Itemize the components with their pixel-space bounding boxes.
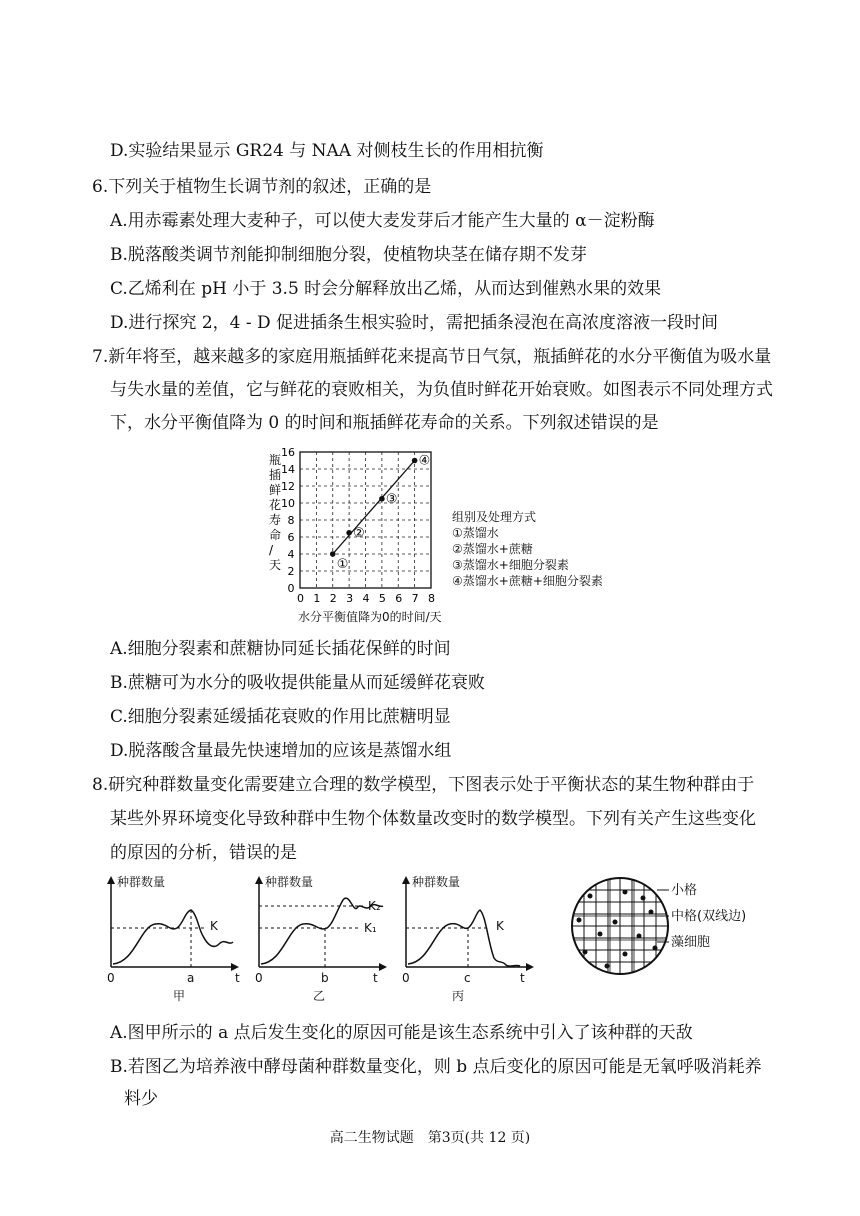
q7-xtick: 3: [346, 592, 354, 605]
q7-ytick: 16: [281, 446, 295, 459]
q7-data-point: [330, 551, 336, 557]
q7-ytick: 12: [281, 480, 295, 493]
q7-option-c: C.细胞分裂素延缓插花衰败的作用比蔗糖明显: [110, 707, 451, 727]
q7-legend-1: ①蒸馏水: [452, 526, 499, 540]
q7-xtick: 8: [428, 592, 435, 605]
q7-stem-1: 7.新年将至，越来越多的家庭用瓶插鲜花来提高节日气氛，瓶插鲜花的水分平衡值为吸水量: [92, 347, 772, 367]
q7-xtick: 0: [297, 592, 304, 605]
q7-ytick: 8: [287, 514, 295, 527]
fig-yi-t: t: [373, 971, 378, 985]
q7-ytick: 14: [281, 463, 295, 476]
q7-trend-line: [333, 461, 415, 555]
q5-option-d: D.实验结果显示 GR24 与 NAA 对侧枝生长的作用相抗衡: [110, 141, 544, 161]
fig-yi-caption: 乙: [313, 989, 326, 1003]
q7-ytick: 0: [287, 582, 295, 595]
q8-option-b-cont: 料少: [124, 1089, 158, 1109]
q7-xlabel: 水分平衡值降为0的时间/天: [298, 610, 442, 624]
q7-xtick: 7: [411, 592, 419, 605]
q7-option-a: A.细胞分裂素和蔗糖协同延长插花保鲜的时间: [110, 639, 451, 659]
q7-ytick: 4: [287, 548, 295, 561]
page-footer: 高二生物试题 第3页(共 12 页): [329, 1130, 531, 1146]
q6-option-c: C.乙烯利在 pH 小于 3.5 时会分解释放出乙烯，从而达到催熟水果的效果: [110, 279, 662, 299]
q6-option-a: A.用赤霉素处理大麦种子，可以使大麦发芽后才能产生大量的 α－淀粉酶: [110, 211, 655, 231]
q8-stem-3: 的原因的分析，错误的是: [110, 843, 297, 863]
fig-yi-point: b: [321, 971, 329, 985]
q7-legend-2: ②蒸馏水+蔗糖: [452, 542, 533, 556]
q7-xtick: 4: [362, 592, 370, 605]
label-medium-square: 中格(双线边): [671, 909, 747, 924]
fig-bing-t: t: [520, 971, 525, 985]
fig-jia-ylabel: 种群数量: [117, 875, 166, 889]
q7-data-point: [412, 458, 418, 464]
q7-data-point: [346, 530, 352, 536]
q6-stem: 6.下列关于植物生长调节剂的叙述，正确的是: [92, 177, 432, 197]
fig-jia-caption: 甲: [173, 989, 186, 1003]
fig-jia-origin: 0: [107, 971, 115, 985]
fig-yi-k1: K₁: [364, 921, 377, 935]
q7-ytick: 10: [281, 497, 295, 510]
fig-jia-t: t: [235, 971, 240, 985]
q7-option-b: B.蔗糖可为水分的吸收提供能量从而延缓鲜花衰败: [110, 673, 485, 693]
q7-xtick: 1: [313, 592, 321, 605]
fig-yi-origin: 0: [255, 971, 263, 985]
q7-point-label: ②: [353, 525, 365, 541]
q7-ytick: 6: [287, 531, 295, 544]
q7-option-d: D.脱落酸含量最先快速增加的应该是蒸馏水组: [110, 741, 452, 761]
q7-data-point: [379, 496, 385, 502]
q7-stem-3: 下，水分平衡值降为 0 的时间和瓶插鲜花寿命的关系。下列叙述错误的是: [110, 413, 659, 433]
q7-xtick: 6: [395, 592, 403, 605]
q7-point-label: ④: [418, 453, 431, 469]
q7-xtick: 5: [378, 592, 386, 605]
fig-bing-caption: 丙: [452, 989, 465, 1003]
fig-jia-point: a: [187, 971, 195, 985]
q8-stem-2: 某些外界环境变化导致种群中生物个体数量改变时的数学模型。下列有关产生这些变化: [110, 809, 756, 829]
q7-ylabel: 瓶插鲜花寿命/天: [269, 453, 282, 572]
q8-figures: [95, 872, 855, 1012]
fig-jia: [107, 874, 240, 1003]
q8-option-b: B.若图乙为培养液中酵母菌种群数量变化，则 b 点后变化的原因可能是无氧呼吸消耗养: [110, 1057, 762, 1077]
counting-chamber: [572, 878, 746, 974]
fig-bing-point: c: [464, 971, 471, 985]
q6-option-b: B.脱落酸类调节剂能抑制细胞分裂，使植物块茎在储存期不发芽: [110, 245, 587, 265]
q6-option-d: D.进行探究 2，4 - D 促进插条生根实验时，需把插条浸泡在高浓度溶液一段时间: [110, 313, 719, 333]
q7-point-label: ①: [336, 557, 349, 572]
fig-yi-k2: K₂: [368, 899, 381, 913]
q7-ytick: 2: [287, 565, 295, 578]
fig-yi: [255, 874, 387, 1003]
q7-point-label: ③: [385, 491, 398, 507]
q8-stem-1: 8.研究种群数量变化需要建立合理的数学模型，下图表示处于平衡状态的某生物种群由于: [92, 775, 755, 795]
fig-bing: [402, 874, 534, 1003]
label-small-square: 小格: [671, 883, 698, 898]
fig-bing-k: K: [496, 919, 504, 933]
fig-bing-ylabel: 种群数量: [412, 875, 461, 889]
q7-legend-4: ④蒸馏水+蔗糖+细胞分裂素: [452, 574, 603, 588]
q8-option-a: A.图甲所示的 a 点后发生变化的原因可能是该生态系统中引入了该种群的天敌: [110, 1023, 693, 1043]
fig-yi-ylabel: 种群数量: [265, 875, 314, 889]
q7-xtick: 2: [329, 592, 337, 605]
fig-bing-origin: 0: [402, 971, 410, 985]
fig-jia-k: K: [210, 919, 218, 933]
q7-stem-2: 与失水量的差值，它与鲜花的衰败相关，为负值时鲜花开始衰败。如图表示不同处理方式: [110, 380, 773, 400]
q7-legend-3: ③蒸馏水+细胞分裂素: [452, 558, 569, 572]
q7-legend-title: 组别及处理方式: [452, 510, 537, 524]
label-algae-cell: 藻细胞: [671, 935, 711, 950]
